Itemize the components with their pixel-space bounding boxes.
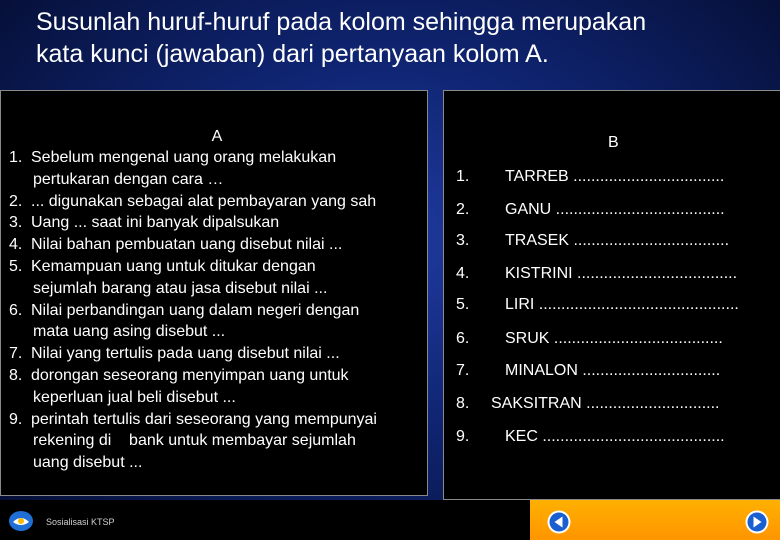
question-item xyxy=(9,365,427,409)
question-number: 3. xyxy=(9,214,23,232)
question-number: 4. xyxy=(9,236,23,254)
answer-number: 8. xyxy=(456,395,470,412)
ktsp-logo-icon xyxy=(8,510,34,532)
question-number: 1. xyxy=(9,149,23,166)
question-text-continued: pertukaran dengan cara … xyxy=(33,170,224,188)
column-a-panel xyxy=(0,90,428,496)
question-text-continued: rekening di bank untuk membayar sejumlah xyxy=(33,432,356,450)
question-text-continued: sejumlah barang atau jasa disebut nilai ... xyxy=(33,279,328,297)
question-item xyxy=(9,452,427,474)
answer-row xyxy=(444,230,780,252)
scrambled-word: KEC ......................................... xyxy=(505,428,725,445)
question-text-continued: mata uang asing disebut ... xyxy=(33,323,226,341)
question-item xyxy=(9,147,427,191)
question-text: Nilai perbandingan uang dalam negeri dengan xyxy=(31,301,360,319)
answer-row xyxy=(444,426,780,448)
question-item xyxy=(9,191,427,213)
answer-row xyxy=(444,294,780,316)
previous-icon[interactable] xyxy=(547,510,571,534)
answer-number: 7. xyxy=(456,362,470,379)
question-text: Kemampuan uang untuk ditukar dengan xyxy=(31,257,316,275)
question-text: Sebelum mengenal uang orang melakukan xyxy=(31,149,337,166)
question-text: Nilai bahan pembuatan uang disebut nilai ... xyxy=(31,236,343,254)
question-number: 8. xyxy=(9,366,23,384)
question-text: dorongan seseorang menyimpan uang untuk xyxy=(31,366,349,384)
scrambled-word: MINALON ............................... xyxy=(505,362,721,379)
question-text-continued: keperluan jual beli disebut ... xyxy=(33,388,236,406)
slide-title-line1: Susunlah huruf-huruf pada kolom sehingga merupakan xyxy=(36,8,647,36)
slide-title xyxy=(36,6,756,70)
question-text: ... digunakan sebagai alat pembayaran yang sah xyxy=(31,192,377,210)
answer-row xyxy=(444,360,780,382)
question-item xyxy=(9,343,427,365)
question-list xyxy=(1,147,427,474)
answer-row xyxy=(444,263,780,285)
footer-bar xyxy=(0,500,530,540)
question-number: 7. xyxy=(9,345,23,363)
scrambled-word: SAKSITRAN .............................. xyxy=(491,395,720,412)
question-item xyxy=(9,256,427,300)
answer-row xyxy=(444,328,780,350)
question-item xyxy=(9,300,427,344)
scrambled-word: TRASEK ................................... xyxy=(505,232,730,249)
answer-row xyxy=(444,199,780,221)
scrambled-word: LIRI ............................................. xyxy=(505,296,739,313)
answer-number: 6. xyxy=(456,330,470,347)
answer-number: 4. xyxy=(456,265,470,282)
question-number: 6. xyxy=(9,301,23,319)
column-a-heading: A xyxy=(211,128,223,145)
slide-title-line2: kata kunci (jawaban) dari pertanyaan kolom A. xyxy=(36,40,549,68)
answer-row xyxy=(444,393,780,415)
answer-number: 3. xyxy=(456,232,470,249)
answer-number: 5. xyxy=(456,296,470,313)
question-number: 2. xyxy=(9,192,23,210)
question-number: 5. xyxy=(9,257,23,275)
question-item xyxy=(9,234,427,256)
question-text: perintah tertulis dari seseorang yang mempunyai xyxy=(31,410,377,428)
scrambled-word: SRUK ...................................... xyxy=(505,330,723,347)
scrambled-word: TARREB .................................. xyxy=(505,168,725,185)
question-text: Nilai yang tertulis pada uang disebut nilai ... xyxy=(31,345,340,363)
question-item xyxy=(9,409,427,453)
column-b-heading: B xyxy=(608,134,619,151)
column-b-panel xyxy=(443,90,780,500)
scrambled-word: KISTRINI .................................... xyxy=(505,265,738,282)
next-icon[interactable] xyxy=(745,510,769,534)
scrambled-word: GANU ...................................... xyxy=(505,201,725,218)
answer-number: 1. xyxy=(456,168,470,185)
footer-label: Sosialisasi KTSP xyxy=(46,517,115,527)
question-item xyxy=(9,212,427,234)
question-number: 9. xyxy=(9,410,23,428)
answer-row xyxy=(444,166,780,188)
answer-number: 9. xyxy=(456,428,470,445)
question-text-continued: uang disebut ... xyxy=(33,454,143,472)
answer-number: 2. xyxy=(456,201,470,218)
question-text: Uang ... saat ini banyak dipalsukan xyxy=(31,214,280,232)
